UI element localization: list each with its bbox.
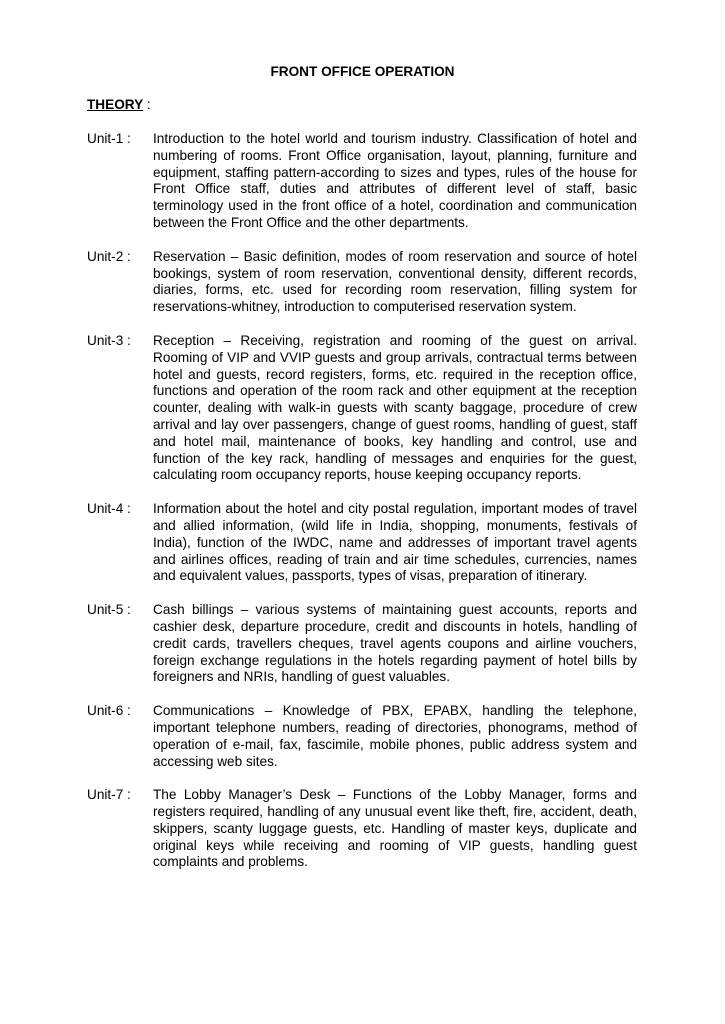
section-heading-label: THEORY [87,97,144,112]
unit-description: The Lobby Manager’s Desk – Functions of the Lobby Manager, forms and registers required, handling of any unusual event like theft, fire, accident, death, skippers, scanty luggage guests, etc. Handling of master keys, duplicate and original keys while receiving and rooming of VIP guests, handling guest complaints and problems. [153,787,637,870]
unit-description: Reception – Receiving, registration and rooming of the guest on arrival. Rooming of VIP and VVIP guests and group arrivals, contractual terms between hotel and guests, record registers, forms, etc. required in the reception office, functions and operation of the room rack and other equipment at the reception counter, dealing with walk-in guests with scanty baggage, procedure of crew arrival and lay over passengers, change of guest rooms, handling of guest, staff and hotel mail, maintenance of books, key handling and control, use and function of the key rack, handling of messages and enquiries for the guest, calculating room occupancy reports, house keeping occupancy reports. [153,332,637,483]
unit-item [87,501,637,585]
unit-label: Unit-2 : [87,248,131,264]
unit-item [87,602,637,686]
unit-item [87,249,637,316]
unit-item [87,703,637,770]
unit-description: Information about the hotel and city postal regulation, important modes of travel and allied information, (wild life in India, shopping, monuments, festivals of India), function of the IWDC, name and addresses of important travel agents and airlines offices, reading of train and air time schedules, currencies, names and equivalent values, passports, types of visas, preparation of itinerary. [153,501,637,584]
unit-label: Unit-5 : [87,602,131,618]
unit-item [87,333,637,484]
section-heading-suffix: : [143,97,151,112]
unit-label: Unit-3 : [87,332,131,348]
unit-description: Reservation – Basic definition, modes of room reservation and source of hotel bookings, system of room reservation, conventional density, different records, diaries, forms, etc. used for recording room reservation, filling system for reservations-whitney, introduction to computerised reservation system. [153,248,637,315]
unit-label: Unit-1 : [87,131,131,146]
unit-list [87,131,637,888]
unit-description: Cash billings – various systems of maintaining guest accounts, reports and cashier desk, departure procedure, credit and discounts in hotels, handling of credit cards, travellers cheques, travel agents coupons and airline vouchers, foreign exchange regulations in the hotels regarding payment of hotel bills by foreigners and NRIs, handling of guest valuables. [153,602,637,685]
section-heading [87,97,151,114]
unit-description: Introduction to the hotel world and tourism industry. Classification of hotel and numbering of rooms. Front Office organisation, layout, planning, furniture and equipment, staffing pattern-according to sizes and types, rules of the house for Front Office staff, duties and attributes of different level of staff, basic terminology used in the front office of a hotel, coordination and communication between the Front Office and the other departments. [153,131,637,230]
document-title: FRONT OFFICE OPERATION [270,64,455,79]
unit-item [87,131,637,232]
unit-label: Unit-6 : [87,703,131,719]
unit-item [87,787,637,871]
unit-label: Unit-4 : [87,501,131,517]
unit-description: Communications – Knowledge of PBX, EPABX, handling the telephone, important telephone numbers, reading of directories, phonograms, method of operation of e-mail, fax, fascimile, mobile phones, public address system and accessing web sites. [153,703,637,769]
unit-label: Unit-7 : [87,787,131,803]
